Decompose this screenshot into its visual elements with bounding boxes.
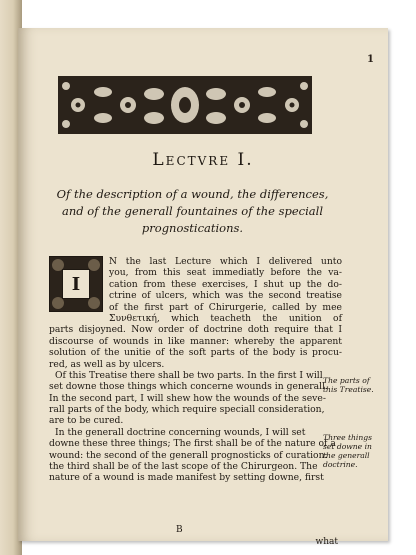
floral-headpiece-ornament xyxy=(58,76,312,134)
margin-note-line: Three things xyxy=(323,433,373,442)
margin-note-line: set downe in xyxy=(323,442,372,451)
text-line: Συνθετική, which teacheth the unition of xyxy=(109,312,342,324)
margin-note-line: The parts of xyxy=(323,376,370,385)
subtitle-line: prognostications. xyxy=(141,221,244,235)
margin-note-line: the generall xyxy=(323,451,370,460)
chapter-subtitle xyxy=(50,186,335,237)
margin-note xyxy=(323,376,383,394)
signature-mark: B xyxy=(176,525,183,535)
text-line: Of this Treatise there shall be two parts. In the first I will xyxy=(55,369,323,381)
margin-note-line: this Treatise. xyxy=(323,385,374,394)
text-line: are to be cured. xyxy=(49,415,124,427)
text-line: wound: the second of the generall prognosticks of curation: xyxy=(49,449,328,461)
text-line: ctrine of ulcers, which was the second treatise xyxy=(109,290,342,302)
text-line: N the last Lecture which I delivered unto xyxy=(109,256,342,267)
text-line: nature of a wound is made manifest by setting downe, first xyxy=(49,472,324,484)
text-line: In the second part, I will shew how the wounds of the seve- xyxy=(49,392,326,404)
text-line: In the generall doctrine concerning wounds, I will set xyxy=(55,426,306,438)
book-page xyxy=(18,28,388,547)
text-line: solution of the unitie of the soft parts of the body is procu- xyxy=(49,347,342,359)
subtitle-line: and of the generall fountaines of the speciall xyxy=(62,204,323,218)
drop-cap-letter: I xyxy=(62,269,90,299)
lecture-title: Lectvre I. xyxy=(152,150,254,170)
catchword: what xyxy=(315,537,338,547)
page-number: 1 xyxy=(367,54,374,65)
text-line: the third shall be of the last scope of the Chirurgeon. The xyxy=(49,461,318,473)
text-line: parts disjoyned. Now order of doctrine doth require that I xyxy=(49,324,342,336)
text-line: you, from this seat immediatly before the va- xyxy=(109,267,342,279)
margin-note-line: doctrine. xyxy=(323,460,358,469)
text-line: of the first part of Chirurgerie, called by mee xyxy=(109,301,342,313)
text-line: discourse of wounds in like manner: whereby the apparent xyxy=(49,335,342,347)
text-line: cation from these exercises, I shut up the do- xyxy=(109,278,342,290)
subtitle-line: Of the description of a wound, the differences, xyxy=(56,187,329,201)
text-line: rall parts of the body, which require speciall consideration, xyxy=(49,404,325,416)
text-line: set downe those things which concerne wounds in generall. xyxy=(49,381,328,393)
body-text xyxy=(49,256,342,484)
text-line: downe these three things; The first shall be of the nature of a xyxy=(49,438,336,450)
margin-note xyxy=(323,433,383,469)
text-line: red, as well as by ulcers. xyxy=(49,358,165,370)
